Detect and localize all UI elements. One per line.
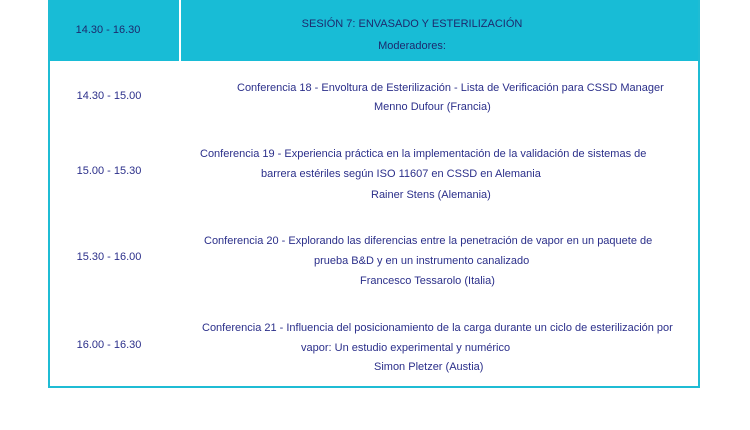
talk-speaker: Francesco Tessarolo (Italia): [360, 275, 495, 287]
talk-title-line: Conferencia 19 - Experiencia práctica en la implementación de la validación de sistemas de: [200, 148, 647, 160]
session-title-block: [212, 13, 612, 57]
header-divider: [179, 0, 181, 61]
talk-row: [50, 127, 698, 215]
talk-time: 15.30 - 16.00: [76, 251, 142, 263]
talk-row: [50, 215, 698, 303]
talk-title-line: Conferencia 21 - Influencia del posicionamiento de la carga durante un ciclo de esterilización por: [202, 322, 673, 334]
talk-time: 14.30 - 15.00: [76, 90, 142, 102]
talk-title-line: vapor: Un estudio experimental y numérico: [301, 342, 511, 354]
session-title: SESIÓN 7: ENVASADO Y ESTERILIZACIÓN: [301, 18, 523, 30]
talk-row: [50, 61, 698, 127]
talk-speaker: Menno Dufour (Francia): [374, 101, 491, 113]
talk-title-line: Conferencia 20 - Explorando las diferencias entre la penetración de vapor en un paquete de: [204, 235, 653, 247]
session-time: 14.30 - 16.30: [75, 24, 141, 36]
talk-title-line: prueba B&D y en un instrumento canalizado: [314, 255, 530, 267]
talk-speaker: Simon Pletzer (Austia): [374, 361, 484, 373]
talk-time: 15.00 - 15.30: [76, 165, 142, 177]
talk-row: [50, 303, 698, 388]
talk-title-line: barrera estériles según ISO 11607 en CSSD en Alemania: [261, 168, 541, 180]
talk-title-line: Conferencia 18 - Envoltura de Esterilización - Lista de Verificación para CSSD Manager: [237, 82, 664, 94]
session-moderators: Moderadores:: [378, 40, 446, 52]
talk-speaker: Rainer Stens (Alemania): [371, 189, 491, 201]
talk-time: 16.00 - 16.30: [76, 339, 142, 351]
session-header-row: [50, 0, 698, 61]
session-schedule-table: [48, 0, 700, 388]
